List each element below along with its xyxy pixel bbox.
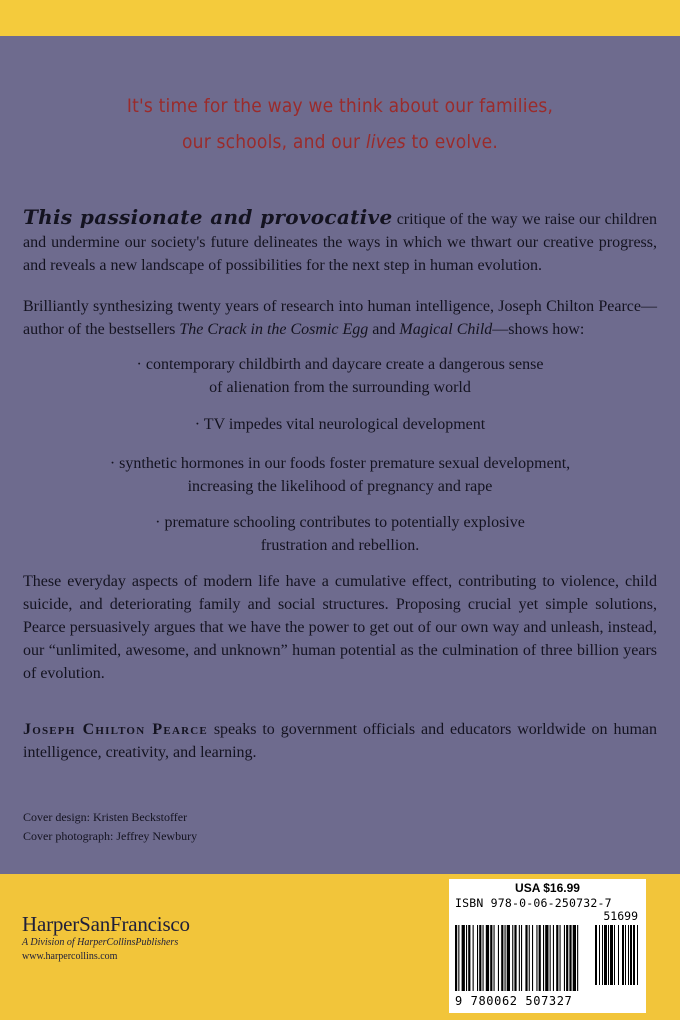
cover-photo-credit: Cover photograph: Jeffrey Newbury — [23, 829, 198, 843]
tagline — [0, 88, 680, 160]
bullet-item-4 — [0, 511, 680, 557]
price-supplement-code: 51699 — [603, 909, 638, 923]
bullet-4-line-1: · premature schooling contributes to potentially explosive — [155, 514, 525, 531]
tagline-post: to evolve. — [405, 131, 498, 153]
cover-design-credit: Cover design: Kristen Beckstoffer — [23, 810, 188, 824]
author-bio-paragraph — [23, 718, 657, 764]
intro-paragraph — [23, 206, 657, 277]
price-label: USA $16.99 — [515, 881, 580, 895]
tagline-line-1: It's time for the way we think about our families, — [126, 95, 554, 117]
top-yellow-band — [0, 0, 680, 36]
bullet-2-line-1: · TV impedes vital neurological development — [194, 416, 486, 433]
publisher-name: HarperSanFrancisco — [22, 912, 190, 936]
tagline-line-2 — [0, 124, 680, 160]
bullet-4-line-2: frustration and rebellion. — [260, 537, 420, 554]
synthesis-paragraph — [23, 295, 657, 341]
book-title-2: Magical Child — [399, 321, 493, 338]
author-name: Joseph Chilton Pearce — [23, 721, 208, 738]
barcode-icon — [453, 925, 642, 993]
publisher-logo — [22, 912, 190, 963]
intro-lead: This passionate and provocative — [23, 205, 393, 229]
bullet-1-line-1: · contemporary childbirth and daycare create a dangerous sense — [136, 356, 544, 373]
publisher-division: A Division of HarperCollinsPublishers — [22, 937, 179, 948]
book-title-1: The Crack in the Cosmic Egg — [179, 321, 369, 338]
author-bio: speaks to government officials and educators worldwide on human intelligence, creativity, and learning. — [23, 721, 658, 761]
isbn-label: ISBN 978-0-06-250732-7 — [455, 896, 612, 910]
publisher-url: www.harpercollins.com — [22, 951, 118, 962]
para2-and: and — [368, 321, 400, 338]
tagline-pre: our schools, and our — [182, 131, 366, 153]
para2-text-2: —shows how: — [492, 321, 585, 338]
bullet-item-2 — [0, 413, 680, 436]
bullet-1-line-2: of alienation from the surrounding world — [209, 379, 471, 396]
effects-paragraph: These everyday aspects of modern life have a cumulative effect, contributing to violence, child suicide, and deteriorating family and social structures. Proposing crucial yet simple solutions, Pearce persuasively argues that we have the power to get out of our own way and unleash, instead, our “unlimited, awesome, and unknown” human potential as the culmination of three billion years of evolution. — [23, 573, 657, 682]
barcode-digits: 9 780062 507327 — [455, 994, 573, 1008]
bullet-3-line-1: · synthetic hormones in our foods foster premature sexual development, — [109, 455, 571, 472]
bullet-3-line-2: increasing the likelihood of pregnancy and rape — [187, 478, 493, 495]
cover-credits — [23, 808, 197, 846]
bullet-item-1 — [0, 353, 680, 399]
barcode-box — [449, 879, 646, 1013]
para2-text-1: Brilliantly synthesizing twenty years of research into human intelligence, Joseph Chilton Pearce—author of the bestsellers — [23, 298, 657, 338]
bullet-item-3 — [0, 452, 680, 498]
intro-rest: critique of the way we raise our children and undermine our society's future delineates the ways in which we thwart our creative progress, and reveals a new landscape of possibilities for the next step in human evolution. — [23, 211, 657, 274]
tagline-emphasis: lives — [365, 131, 406, 153]
